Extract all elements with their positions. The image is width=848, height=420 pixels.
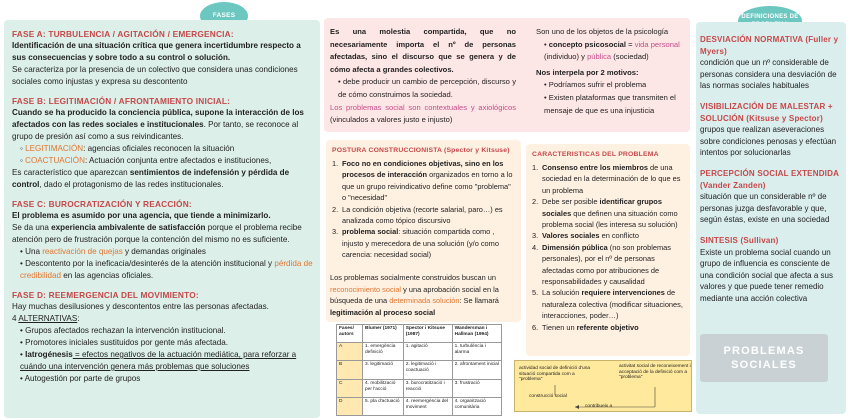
- item-bold: Valores sociales: [542, 231, 600, 241]
- item-body: [542, 162, 684, 196]
- table-header: Spector i Kitsuse (1987): [403, 325, 452, 343]
- para-pre: Los problemas socialmente construidos buscan un: [330, 273, 496, 282]
- definicion-col-2: [536, 26, 686, 117]
- alt-label: ALTERNATIVAS: [18, 314, 78, 323]
- item-text: : situación compartida como , injusto y merecedora de una solución (y/o como carencia: necesidad social): [342, 227, 499, 260]
- reasons-list: [536, 79, 686, 117]
- table-cell: 4. mobilització per l'acció: [363, 379, 404, 397]
- fase-c-section: [12, 198, 314, 282]
- fase-a-section: [12, 28, 314, 88]
- postura-title: POSTURA CONSTRUCCIONISTA (Spector y Kitsuse): [332, 147, 510, 154]
- alt-num: 4: [12, 314, 19, 323]
- list-item: [532, 162, 684, 196]
- psico-mid: (individuo) y: [544, 52, 588, 62]
- table-header: Wandersman i Hallman (1994): [452, 325, 501, 343]
- table-row: [337, 343, 502, 361]
- definition-text: condición que un nº considerable de personas considera una desviación de las normas sociales habituales: [700, 58, 837, 91]
- definition-item: [700, 101, 842, 159]
- item-body: [542, 196, 684, 230]
- item-text: : Actuación conjunta entre afectados e instituciones,: [84, 156, 272, 165]
- fase-a-text: Se caracteriza por la presencia de un colectivo que considera unas condiciones sociales como injustas y expresa su descontento: [12, 65, 298, 86]
- construccion-diagram: [514, 360, 692, 412]
- caracteristicas-panel: [526, 144, 690, 356]
- definition-text: situación que un considerable nº de personas juzga desfavorable y que, según éstas, existe en una sociedad: [700, 192, 830, 225]
- fase-b-bold: Cuando se ha producido la conciencia pública, supone la interacción de los afectados con las redes sociales e institucionales: [12, 108, 304, 129]
- item-body: [342, 226, 515, 260]
- c-post: porque el problema recibe atención pero de frustración porque la contención del mismo no es suficiente.: [12, 223, 302, 244]
- list-item: [332, 226, 515, 260]
- c-exp: experiencia ambivalente de satisfacción: [51, 223, 206, 232]
- list-item: [532, 196, 684, 230]
- psico-eq: =: [626, 39, 635, 49]
- feel-post: , dado el protagonismo de las redes institucionales.: [39, 180, 224, 189]
- table-row: [337, 397, 502, 415]
- reasons-title: Nos interpela por 2 motivos:: [536, 67, 639, 77]
- list-item: [332, 158, 515, 204]
- fase-b-section: [12, 95, 314, 191]
- list-item: [332, 204, 515, 227]
- table-header: Fases/ autors: [337, 325, 363, 343]
- def-end: (vinculados a valores justo e injusto): [330, 115, 453, 125]
- table-cell: 5. pla d'actuació: [363, 397, 404, 415]
- psico-list: [536, 39, 686, 64]
- item-body: [342, 158, 515, 204]
- definition-item: [700, 168, 842, 226]
- item-text: La condición objetiva (recorte salarial, paro…) es analizada como tópico discursivo: [342, 204, 503, 226]
- item-number: 1.: [332, 159, 339, 168]
- list-item: [544, 39, 686, 64]
- definition-title: PERCEPCIÓN SOCIAL EXTENDIDA (Vander Zanden): [700, 168, 839, 190]
- para-hl2: determinada solución: [389, 296, 460, 306]
- c-i2-hl: pérdida de credibilidad: [20, 259, 313, 280]
- diagram-bottom-left: construcció social: [529, 394, 567, 399]
- table-cell: B: [337, 361, 363, 379]
- definition-title: DESVIACIÓN NORMATIVA (Fuller y Myers): [700, 35, 839, 56]
- item-number: 1.: [532, 163, 539, 172]
- list-item: [20, 246, 314, 258]
- fase-b-feelings: [12, 167, 314, 191]
- item-body: [542, 242, 684, 288]
- c-i2-post: en las agencias oficiales.: [60, 271, 154, 280]
- c-i2-pre: Descontento por la ineficacia/desinterés de la atención institucional y: [25, 259, 275, 268]
- fases-tag: FASES: [200, 2, 248, 30]
- fase-c-title: FASE C: BUROCRATIZACIÓN Y REACCIÓN:: [12, 199, 192, 209]
- list-item: [532, 242, 684, 288]
- c-pre: Se da una: [12, 223, 52, 232]
- psico-pink2: pública: [587, 52, 612, 62]
- item-key: COACTUACIÓN: [25, 156, 85, 165]
- fase-b-list: [12, 143, 314, 167]
- definition-text: Existe un problema social cuando un grupo de influencia es consciente de una condición social que afecta a sus valores y que puede tener remedio mediante una acción colectiva: [700, 247, 833, 303]
- list-item: • Existen plataformas que transmiten el mensaje de que es una injusticia: [544, 92, 686, 117]
- item-bold: referente objetivo: [576, 322, 639, 332]
- psico-pink1: vida personal: [634, 39, 680, 49]
- def-list: [330, 76, 516, 101]
- c-i1-hl: reactivación de quejas: [42, 247, 123, 256]
- list-item: • Podríamos sufrir el problema: [544, 79, 686, 92]
- table-cell: 3. burocratització i reacció: [403, 379, 452, 397]
- table-cell: 2. legitimació i coactuació: [403, 361, 452, 379]
- table-cell: 1. turbulència i alarma: [452, 343, 501, 361]
- item-text: que definen una situación como problema social (les interesa su solución): [542, 208, 678, 230]
- item-pre: La solución: [542, 288, 582, 298]
- iat-key: Iatrogénesis: [25, 350, 73, 359]
- table-cell: 4. organització comunitària: [452, 397, 501, 415]
- fase-a-bold: Identificación de una situación crítica que genera incertidumbre respecto a sus consecuencias y sobre todo a su control o solución.: [12, 41, 301, 62]
- fase-d-text: Hay muchas desilusiones y descontentos entre las personas afectadas.: [12, 302, 269, 311]
- table-cell: 3. legitimació: [363, 361, 404, 379]
- item-text: de una sociedad en la determinación de lo que es un problema: [542, 163, 681, 195]
- def-bold: Es una molestia compartida, que no necesariamente importa el nº de personas afectadas, sino el discurso que se genera y de cómo afecta a grandes colectivos.: [330, 27, 516, 74]
- feel-bold: sentimientos de indefensión y pérdida de control: [12, 168, 290, 189]
- item-number: 2.: [532, 197, 539, 207]
- list-item: • Promotores iniciales sustituidos por gente más afectada.: [20, 337, 314, 349]
- fase-c-text: [12, 222, 314, 246]
- caracteristicas-list: [532, 162, 684, 333]
- psico-bold: concepto psicosocial: [548, 39, 627, 49]
- table-cell: 1. emergència definició: [363, 343, 404, 361]
- psico-end: (sociedad): [611, 52, 649, 62]
- definiciones-tag: DEFINICIONES DE: [738, 6, 802, 36]
- list-item: [20, 155, 314, 167]
- para-mid: y una aprobación social en la búsqueda de una: [330, 284, 499, 306]
- list-item: [532, 322, 684, 333]
- alt-colon: :: [77, 314, 80, 323]
- item-text: : agencias oficiales reconocen la situación: [83, 144, 235, 153]
- postura-list: [332, 158, 515, 261]
- list-item: [20, 349, 314, 373]
- definicion-panel: [324, 18, 690, 132]
- item-number: 3.: [332, 227, 339, 237]
- item-body: [542, 230, 639, 241]
- fases-panel: [4, 20, 320, 418]
- item-body: [542, 287, 684, 321]
- fase-a-title: FASE A: TURBULENCIA / AGITACIÓN / EMERGENCIA:: [12, 29, 234, 39]
- list-item: [20, 143, 314, 155]
- definition-item: [700, 34, 842, 92]
- diagram-right-text: activitat social de reconeixement i acceptació de la definició com a "problema": [619, 364, 691, 381]
- def-pink: Los problemas social son contextuales y axiológicos: [330, 102, 516, 112]
- psico-intro: Son uno de los objetos de la psicología: [536, 27, 669, 36]
- item-text: en conflicto: [599, 231, 639, 241]
- list-item: • debe producir un cambio de percepción, discurso y de cómo construimos la sociedad.: [338, 76, 516, 101]
- table-header-row: [337, 325, 502, 343]
- item-body: [542, 322, 639, 333]
- fase-c-list: [12, 246, 314, 282]
- table-cell: 2. afrontament inicial: [452, 361, 501, 379]
- c-i1-post: y demandas originales: [122, 247, 206, 256]
- fase-c-bold: El problema es asumido por una agencia, que tiende a minimizarlo.: [12, 211, 271, 220]
- definicion-col-1: [330, 26, 516, 127]
- item-number: 4.: [532, 242, 539, 252]
- iat-text: = efectos negativos de la actuación mediática, para reforzar a cuándo una intervención genera más problemas que soluciones: [20, 350, 297, 371]
- item-text: organizados en torno a lo que un grupo reivindicativo define como "problema" o "necesidad": [342, 170, 513, 203]
- caracteristicas-title: CARACTERISTICAS DEL PROBLEMA: [532, 151, 659, 158]
- fases-autores-table: [336, 324, 502, 416]
- item-bold: problema social: [342, 227, 399, 237]
- list-item: [20, 258, 314, 282]
- list-item: • Autogestión por parte de grupos: [20, 373, 314, 385]
- fase-d-list: [12, 325, 314, 385]
- fase-b-text: [12, 107, 314, 143]
- table-cell: 1. agitació: [403, 343, 452, 361]
- definition-item: [700, 235, 842, 305]
- legitimacion-paragraph: [330, 272, 520, 318]
- item-bold: Dimensión pública: [542, 242, 608, 252]
- item-pre: Tienen un: [542, 322, 577, 332]
- item-text: (no son problemas personales), por el nº de personas afectadas como por atribuciones de responsabilidades y causalidad: [542, 242, 671, 287]
- para-post: : Se llamará: [459, 296, 499, 306]
- def-pink-line: [330, 102, 516, 127]
- item-bold: Foco no en condiciones objetivas, sino en los procesos de interacción: [342, 159, 504, 180]
- list-item: [532, 287, 684, 321]
- item-number: 6.: [532, 322, 539, 332]
- table-cell: C: [337, 379, 363, 397]
- feel-pre: Es característico que aparezcan: [12, 168, 130, 177]
- definition-text: grupos que realizan aseveraciones sobre condiciones penosas y efectúan intentos por solucionarlas: [700, 125, 837, 158]
- para-bold: legitimación al proceso social: [330, 307, 436, 317]
- diagram-arrow-label: contribueix a: [585, 404, 613, 409]
- fase-d-title: FASE D: REEMERGENCIA DEL MOVIMIENTO:: [12, 290, 199, 300]
- table-cell: 3. frustració: [452, 379, 501, 397]
- diagram-left-text: actividad social de definició d'una situació compartida com a "problema": [519, 366, 591, 383]
- item-bold: requiere intervenciones: [581, 288, 665, 298]
- definition-title: SINTESIS (Sullivan): [700, 235, 779, 245]
- list-item: [532, 230, 684, 241]
- table-cell: D: [337, 397, 363, 415]
- item-number: 2.: [332, 204, 339, 214]
- fase-b-title: FASE B: LEGITIMACIÓN / AFRONTAMIENTO INICIAL:: [12, 96, 231, 106]
- problemas-sociales-title: PROBLEMAS SOCIALES: [700, 334, 828, 382]
- item-bold: Consenso entre los miembros: [542, 163, 648, 172]
- table-row: [337, 379, 502, 397]
- para-hl1: reconocimiento social: [330, 284, 402, 294]
- fase-b-rest: . Por tanto, se reconoce al grupo de presión así como a sus reivindicantes.: [12, 120, 299, 141]
- table-cell: 4. reemergència del moviment: [403, 397, 452, 415]
- table-cell: A: [337, 343, 363, 361]
- item-pre: Debe ser posible: [542, 197, 600, 207]
- fase-d-alternativas: [12, 313, 314, 325]
- definition-title: VISIBILIZACIÓN DE MALESTAR + SOLUCIÓN (Kitsuse y Spector): [700, 101, 833, 123]
- item-bold: identificar grupos sociales: [542, 197, 662, 218]
- fase-d-section: [12, 289, 314, 385]
- table-row: [337, 361, 502, 379]
- c-i1-pre: Una: [25, 247, 43, 256]
- item-text: de naturaleza colectiva (modificar situaciones, interacciones, poder…): [542, 288, 683, 321]
- item-number: 5.: [532, 288, 539, 298]
- table-header: Blumer (1971): [363, 325, 404, 343]
- item-key: LEGITIMACIÓN: [25, 144, 84, 153]
- item-number: 3.: [532, 231, 539, 241]
- list-item: • Grupos afectados rechazan la intervención institucional.: [20, 325, 314, 337]
